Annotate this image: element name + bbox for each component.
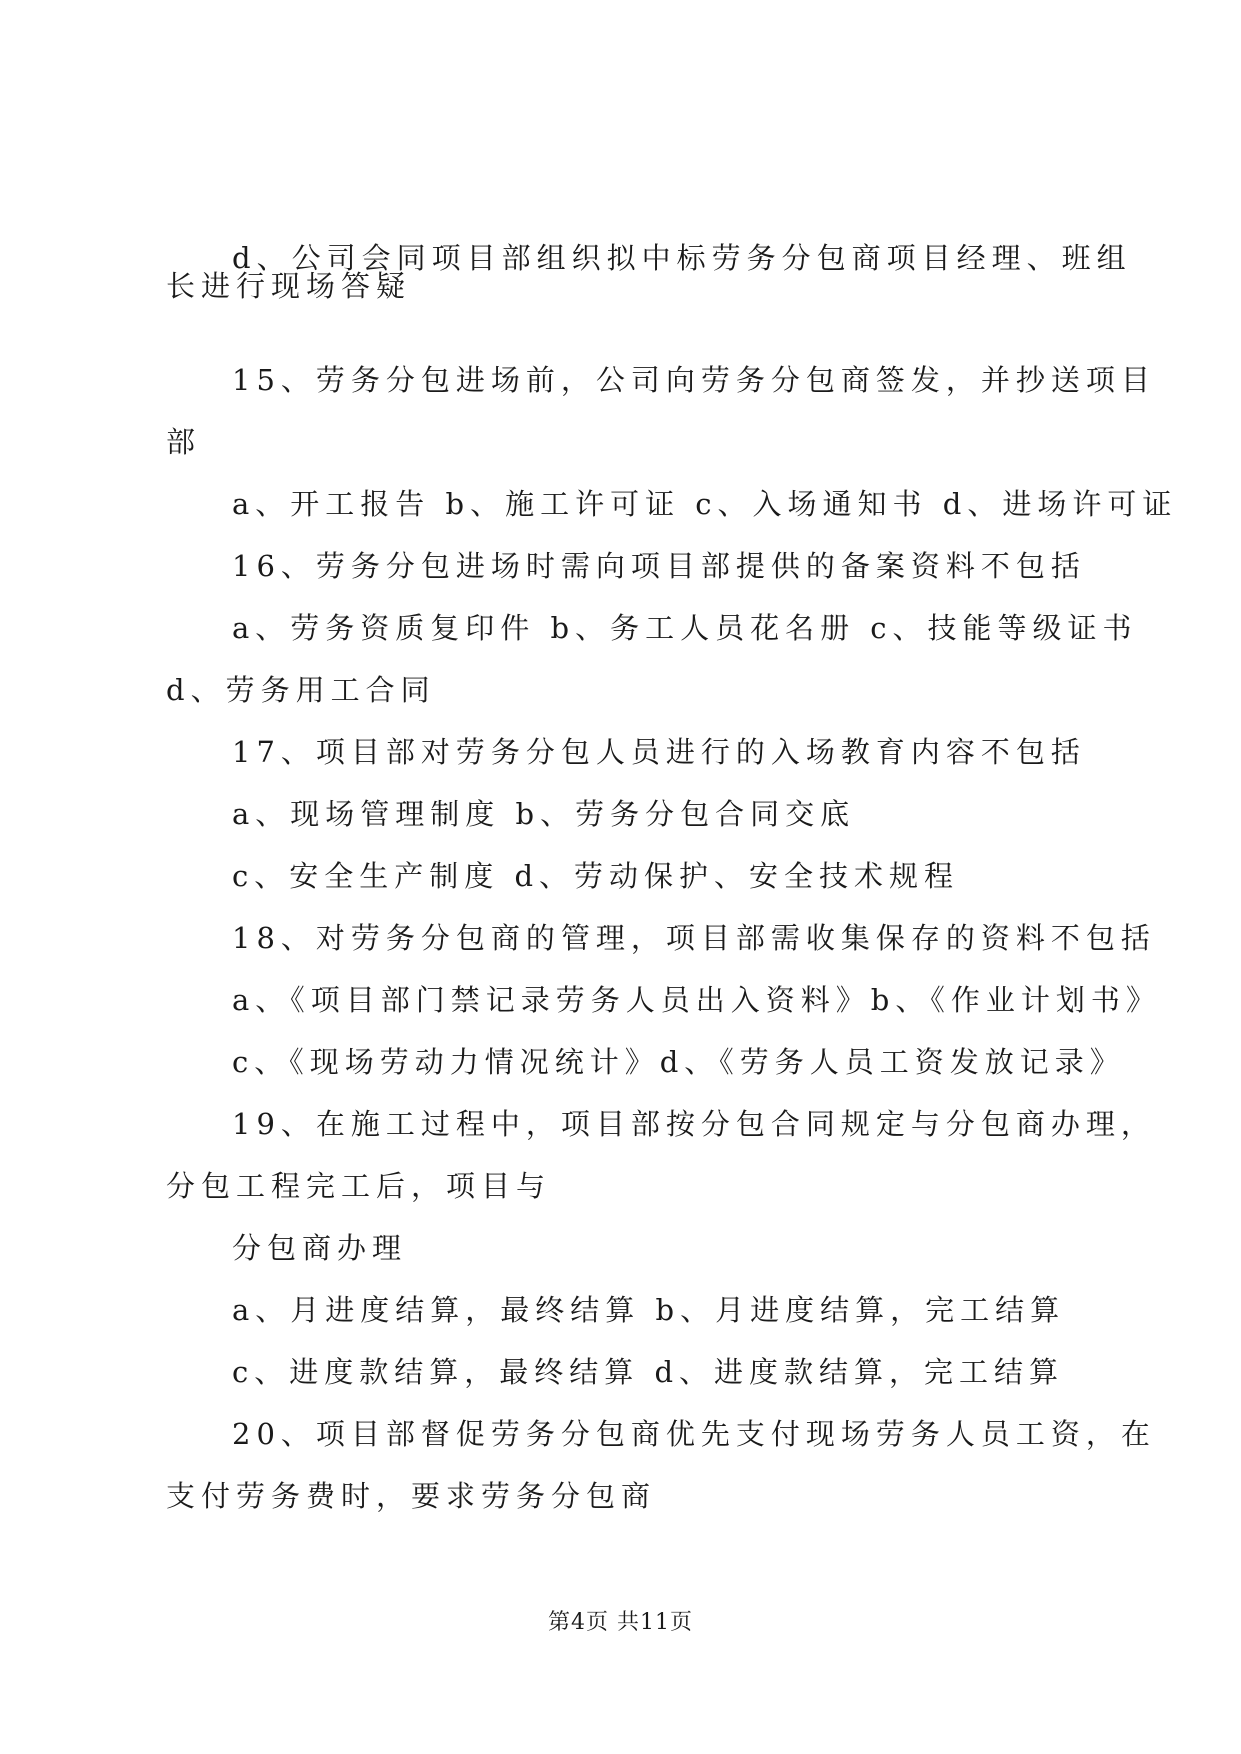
text-line: 分包商办理 [232, 1231, 408, 1265]
text-line: a、月进度结算，最终结算 b、月进度结算，完工结算 [232, 1293, 1066, 1327]
text-line: 部 [166, 425, 202, 459]
page-footer: 第4页 共11页 [548, 1610, 693, 1635]
text-line: c、《现场劳动力情况统计》d、《劳务人员工资发放记录》 [232, 1045, 1125, 1079]
text-line: 支付劳务费时，要求劳务分包商 [166, 1479, 657, 1513]
text-line: 19、在施工过程中，项目部按分包合同规定与分包商办理， [232, 1107, 1156, 1141]
text-line: 长进行现场答疑 [166, 269, 412, 303]
text-line: 17、项目部对劳务分包人员进行的入场教育内容不包括 [232, 735, 1086, 769]
text-line: c、安全生产制度 d、劳动保护、安全技术规程 [232, 859, 960, 893]
text-line: d、劳务用工合同 [166, 673, 436, 707]
text-line: a、开工报告 b、施工许可证 c、入场通知书 d、进场许可证 [232, 487, 1178, 521]
text-line: 20、项目部督促劳务分包商优先支付现场劳务人员工资，在 [232, 1417, 1156, 1451]
text-line: 18、对劳务分包商的管理，项目部需收集保存的资料不包括 [232, 921, 1156, 955]
text-line: a、《项目部门禁记录劳务人员出入资料》b、《作业计划书》 [232, 983, 1161, 1017]
text-line: 15、劳务分包进场前，公司向劳务分包商签发，并抄送项目 [232, 363, 1156, 397]
text-line: c、进度款结算，最终结算 d、进度款结算，完工结算 [232, 1355, 1065, 1389]
text-line: 16、劳务分包进场时需向项目部提供的备案资料不包括 [232, 549, 1086, 583]
text-line: d、公司会同项目部组织拟中标劳务分包商项目经理、班组 [232, 241, 1132, 275]
text-line: a、现场管理制度 b、劳务分包合同交底 [232, 797, 856, 831]
text-line: a、劳务资质复印件 b、务工人员花名册 c、技能等级证书 [232, 611, 1138, 645]
text-line: 分包工程完工后，项目与 [166, 1169, 552, 1203]
